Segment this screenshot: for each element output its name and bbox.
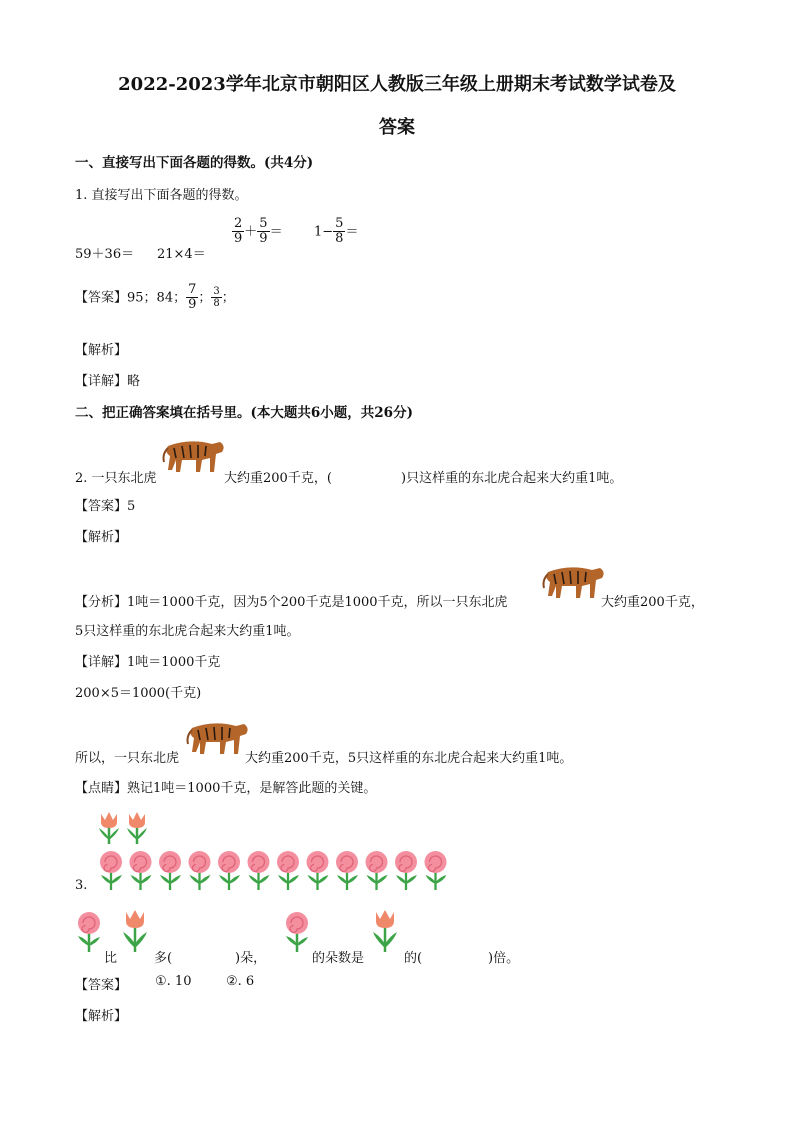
tiger-icon <box>540 558 606 604</box>
q3-de: 的( <box>404 951 423 966</box>
equals: ＝ <box>345 224 359 240</box>
q1-expr-d <box>314 217 358 247</box>
q3-analysis-tag: 【解析】 <box>75 1009 128 1024</box>
q3-duo-end: )朵， <box>235 951 267 966</box>
rose-icon <box>395 851 417 890</box>
q3-ratio: 的朵数是 <box>312 951 365 966</box>
detail-text: 略 <box>127 374 141 389</box>
q2-detail <box>75 651 220 670</box>
rose-icon <box>73 910 105 954</box>
frac-num: 7 <box>188 282 197 297</box>
fenxi-text: 1吨＝1000千克，因为5个200千克是1000千克，所以一只东北虎 <box>127 595 508 610</box>
rose-icon <box>100 851 122 890</box>
tulip-row <box>95 810 155 846</box>
q3-answer-1: ①. 10 <box>155 974 192 989</box>
frac-den: 8 <box>213 298 220 310</box>
rose-icon <box>307 851 329 890</box>
frac-num: 5 <box>259 216 268 231</box>
q3-bei: )倍。 <box>488 951 520 966</box>
tulip-icon <box>127 812 147 844</box>
fenxi-tag: 【分析】 <box>75 595 128 610</box>
frac-den: 8 <box>335 231 344 247</box>
rose-icon <box>248 851 270 890</box>
answer-text: 5 <box>127 499 136 514</box>
rose-icon <box>336 851 358 890</box>
lead: 1− <box>314 224 334 240</box>
q2-analysis-tag: 【解析】 <box>75 530 128 545</box>
frac-num: 2 <box>234 216 243 231</box>
frac-num: 3 <box>213 286 220 298</box>
q2-tip <box>75 777 376 796</box>
q2-answer <box>75 495 135 514</box>
q2-so-post: 大约重200千克，5只这样重的东北虎合起来大约重1吨。 <box>245 751 573 766</box>
tip-tag: 【点睛】 <box>75 781 128 796</box>
frac-num: 5 <box>335 216 344 231</box>
q2-stem-end: )只这样重的东北虎合起来大约重1吨。 <box>401 471 623 486</box>
q1-expr-b: 21×4＝ <box>157 247 206 262</box>
q2-fenxi-post: 大约重200千克， <box>601 595 704 610</box>
q2-stem-pre: 2. 一只东北虎 <box>75 471 157 486</box>
answer-tag: 【答案】 <box>75 290 128 306</box>
rose-icon <box>425 851 447 890</box>
tulip-icon <box>368 908 402 954</box>
q3-answer <box>75 974 127 993</box>
q1-expr-c <box>232 217 283 247</box>
answer-tag: 【答案】 <box>75 978 128 993</box>
equals: ＝ <box>269 224 283 240</box>
rose-icon <box>189 851 211 890</box>
q1-detail <box>75 370 140 389</box>
q2-stem-post: 大约重200千克，( <box>224 471 332 486</box>
rose-icon <box>218 851 240 890</box>
rose-icon <box>130 851 152 890</box>
answer-end: ； <box>221 290 235 306</box>
rose-icon <box>281 910 313 954</box>
detail-tag: 【详解】 <box>75 374 128 389</box>
page-title-line1: 2022-2023学年北京市朝阳区人教版三年级上册期末考试数学试卷及 <box>118 74 676 95</box>
tulip-icon <box>118 908 152 954</box>
rose-row <box>97 850 457 892</box>
frac-den: 9 <box>234 231 243 247</box>
q3-duo: 多( <box>154 951 173 966</box>
q1-expr-a: 59＋36＝ <box>75 247 135 262</box>
rose-icon <box>366 851 388 890</box>
frac-den: 9 <box>259 231 268 247</box>
rose-icon <box>277 851 299 890</box>
sep: ； <box>198 290 212 306</box>
q2-fenxi-line2: 5只这样重的东北虎合起来大约重1吨。 <box>75 624 300 639</box>
op-plus: ＋ <box>244 224 258 240</box>
section2-heading: 二、把正确答案填在括号里。(本大题共6小题，共26分) <box>75 405 413 421</box>
tip-text: 熟记1吨＝1000千克，是解答此题的关键。 <box>127 781 377 796</box>
section1-heading: 一、直接写出下面各题的得数。(共4分) <box>75 155 314 171</box>
q2-so-pre: 所以，一只东北虎 <box>75 751 180 766</box>
q3-bi: 比 <box>104 951 118 966</box>
tiger-icon <box>160 432 226 478</box>
page-title-line2: 答案 <box>379 117 415 138</box>
answer-tag: 【答案】 <box>75 499 128 514</box>
q3-number: 3. <box>75 878 88 893</box>
q2-fenxi-pre <box>75 591 508 610</box>
q1-answer <box>75 283 235 313</box>
q1-stem: 1. 直接写出下面各题的得数。 <box>75 188 248 203</box>
frac-den: 9 <box>188 297 197 313</box>
detail-tag: 【详解】 <box>75 655 128 670</box>
tulip-icon <box>99 812 119 844</box>
rose-icon <box>159 851 181 890</box>
q2-calc: 200×5＝1000(千克) <box>75 686 202 701</box>
tiger-icon <box>184 714 250 760</box>
detail-text: 1吨＝1000千克 <box>127 655 221 670</box>
answer-text: 95；84； <box>127 290 187 306</box>
q1-analysis-tag: 【解析】 <box>75 343 128 358</box>
q3-answer-2: ②. 6 <box>226 974 255 989</box>
